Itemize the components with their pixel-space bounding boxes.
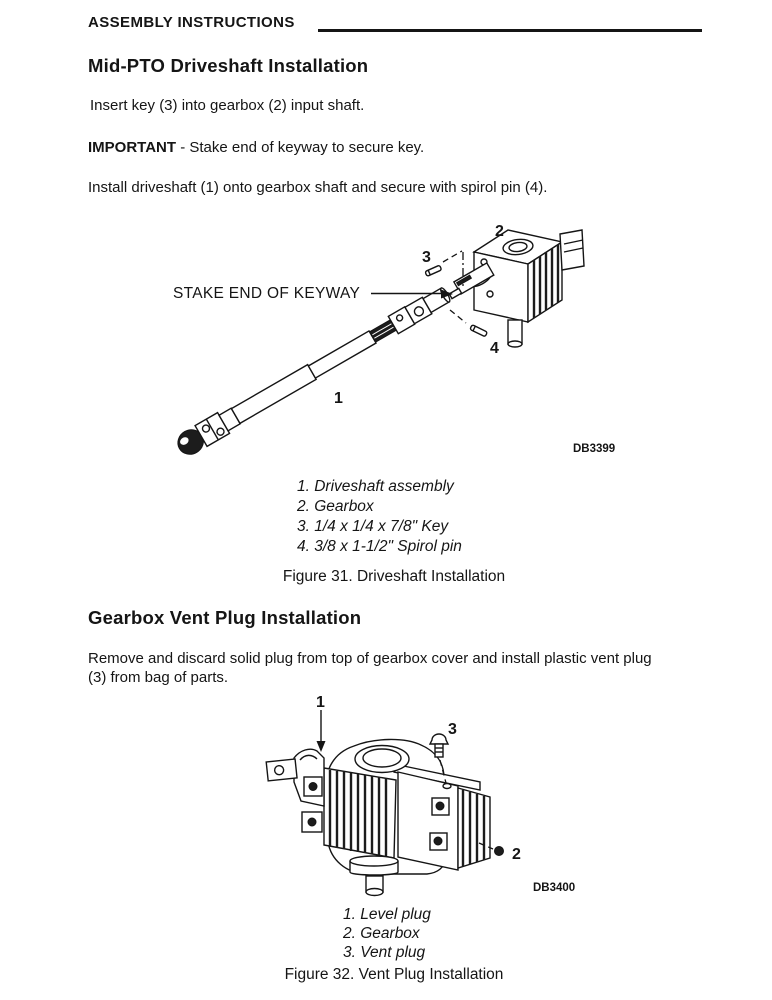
figure31-driveshaft-drawing [160,212,630,462]
part-label-4: 4 [490,340,499,357]
part-label-3: 3 [422,249,431,266]
key-pin-glyph [425,265,442,276]
section1-para2: Install driveshaft (1) onto gearbox shaft and secure with spirol pin (4). [88,179,548,196]
important-text: - Stake end of keyway to secure key. [176,139,425,156]
figure32-legend [343,905,431,962]
section2-para [88,650,652,688]
legend-item: 3. Vent plug [343,944,426,961]
part-label-1: 1 [334,390,343,407]
spirol-pin-glyph [470,325,488,337]
bottom-shaft [350,856,398,896]
part-label-1: 1 [316,694,325,711]
part1-arrowhead [317,741,326,752]
leader-line-4 [450,310,466,323]
section1-title: Mid-PTO Driveshaft Installation [88,55,369,76]
legend-item: 2. Gearbox [343,925,420,942]
gearbox-housing [266,739,490,895]
vent-plug-hole [443,784,451,789]
stake-keyway-callout: STAKE END OF KEYWAY [173,285,361,302]
figure31-caption: Figure 31. Driveshaft Installation [282,568,506,585]
important-label: IMPORTANT [88,139,177,156]
section2-para-line2: (3) from bag of parts. [88,668,229,686]
part-label-2: 2 [512,846,521,863]
gearbox-drawing [469,230,584,347]
figure32-caption: Figure 32. Vent Plug Installation [284,966,504,983]
section2-title: Gearbox Vent Plug Installation [88,607,362,628]
legend-item: 2. Gearbox [297,498,374,515]
part-label-3: 3 [448,721,457,738]
page-header-title: ASSEMBLY INSTRUCTIONS [88,14,295,31]
legend-item: 1. Level plug [343,906,431,923]
section2-para-line1: Remove and discard solid plug from top of gearbox cover and install plastic vent plug [88,650,652,667]
leader-line-3 [443,251,462,262]
shaft-tube [231,365,316,424]
header-rule [318,29,702,32]
legend-item: 3. 1/4 x 1/4 x 7/8" Key [297,518,449,535]
drawing-code-db3399: DB3399 [573,443,616,455]
level-plug-glyph [495,847,504,856]
legend-item: 4. 3/8 x 1-1/2" Spirol pin [297,538,462,555]
yoke-tab [266,759,297,781]
figure32-gearbox-drawing [250,688,610,903]
legend-item: 1. Driveshaft assembly [297,478,454,495]
drawing-code-db3400: DB3400 [533,882,576,894]
part-label-2: 2 [495,223,504,240]
section1-para1: Insert key (3) into gearbox (2) input shaft. [90,97,365,114]
figure31-legend [297,477,462,557]
section1-important-note [88,139,424,158]
